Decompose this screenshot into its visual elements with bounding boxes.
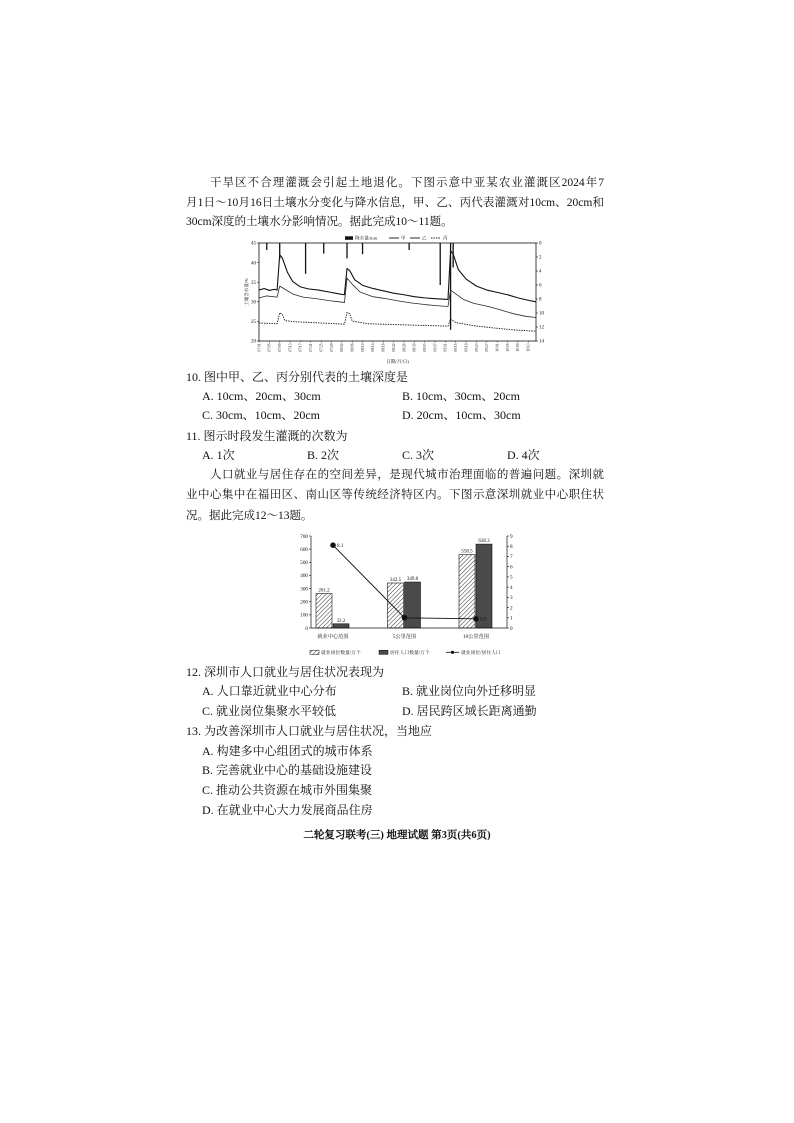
bar-value-label: 32.2	[336, 618, 346, 624]
question-12-option-b: B. 就业岗位向外迁移明显	[402, 684, 537, 698]
ratio-point	[402, 615, 408, 621]
question-11-option-c: C. 3次	[402, 448, 435, 462]
y-left-tick-label: 45	[251, 241, 256, 247]
y-left-tick-label: 700	[300, 533, 308, 540]
question-13-stem: 13. 为改善深圳市人口就业与居住状况，当地应	[186, 724, 433, 738]
legend-label-乙: 乙	[422, 235, 427, 241]
category-label: 就业中心范围	[317, 634, 349, 640]
x-tick-label: 08/18	[381, 343, 386, 352]
y-right-tick-label: 8	[510, 544, 513, 551]
y-right-tick-label: 4	[510, 584, 513, 591]
x-tick-label: 09/15	[454, 343, 459, 352]
passage-2-line-3: 况。据此完成12～13题。	[186, 510, 313, 522]
y-right-tick-label: 2	[510, 605, 513, 612]
bar-jobs	[388, 583, 404, 628]
category-label: 10公里范围	[463, 634, 489, 640]
question-13-option-a: A. 构建多中心组团式的城市体系	[202, 744, 373, 758]
y-right-tick-label: 0	[510, 625, 513, 632]
x-tick-label: 10/05	[505, 343, 510, 352]
x-tick-label: 08/30	[412, 343, 417, 352]
y-right-tick-label: 4	[539, 269, 542, 275]
bar-value-label: 558.5	[461, 549, 473, 555]
question-11-option-d: D. 4次	[507, 448, 540, 462]
question-10-option-d: D. 20cm、10cm、30cm	[402, 408, 521, 422]
y-right-tick-label: 9	[510, 533, 513, 540]
y-left-tick-label: 600	[300, 546, 308, 553]
passage-1-line-2: 月1日～10月16日土壤水分变化与降水信息，甲、乙、丙代表灌溉对10cm、20cm和	[186, 197, 604, 209]
question-10-option-b: B. 10cm、30cm、20cm	[402, 389, 520, 403]
legend-label-丙: 丙	[443, 235, 448, 241]
x-tick-label: 07/09	[278, 343, 283, 352]
page-footer: 二轮复习联考(三) 地理试题 第3页(共6页)	[303, 830, 491, 841]
y-right-tick-label: 14	[539, 339, 544, 345]
y-left-tick-label: 0	[305, 625, 308, 632]
question-12-option-d: D. 居民跨区域长距离通勤	[402, 704, 537, 718]
legend-residents-swatch	[379, 650, 388, 654]
x-tick-label: 07/25	[319, 343, 324, 352]
y-left-tick-label: 200	[300, 599, 308, 606]
bar-value-label: 342.5	[389, 577, 402, 583]
legend-precipitation-swatch	[345, 236, 353, 240]
question-12-stem: 12. 深圳市人口就业与居住状况表现为	[186, 665, 385, 679]
legend-precipitation-label: 降水量/mm	[355, 235, 378, 241]
y-right-tick-label: 5	[510, 574, 513, 581]
x-tick-label: 08/14	[371, 343, 376, 352]
bar-value-label: 638.3	[478, 539, 490, 545]
y-right-tick-label: 3	[510, 595, 513, 602]
y-left-tick-label: 30	[251, 300, 256, 306]
x-tick-label: 08/10	[360, 343, 365, 352]
bar-value-label: 261.2	[318, 588, 330, 594]
bar-value-label: 349.8	[406, 577, 419, 583]
y-right-tick-label: 10	[539, 311, 544, 317]
x-tick-label: 07/13	[288, 343, 293, 352]
legend-jobs-swatch	[310, 650, 319, 654]
y-right-tick-label: 2	[539, 255, 542, 261]
x-tick-label: 08/22	[391, 343, 396, 352]
y-left-tick-label: 40	[251, 261, 256, 267]
y-left-tick-label: 25	[251, 320, 256, 326]
x-tick-label: 07/21	[309, 343, 314, 352]
legend-label-甲: 甲	[401, 235, 406, 241]
y-left-tick-label: 500	[300, 560, 308, 567]
x-tick-label: 10/09	[516, 343, 521, 352]
y-left-tick-label: 100	[300, 612, 308, 619]
category-label: 5公里范围	[392, 634, 417, 640]
y-right-tick-label: 8	[539, 297, 542, 303]
y-left-tick-label: 35	[251, 280, 256, 286]
question-13-option-d: D. 在就业中心大力发展商品住房	[202, 803, 373, 817]
question-11-stem: 11. 图示时段发生灌溉的次数为	[186, 429, 348, 443]
y-right-tick-label: 7	[510, 554, 513, 561]
bar-residents	[476, 544, 492, 628]
question-10-option-a: A. 10cm、20cm、30cm	[202, 389, 321, 403]
ratio-point	[330, 542, 336, 548]
question-12-option-a: A. 人口靠近就业中心分布	[202, 684, 337, 698]
x-tick-label: 07/29	[329, 343, 334, 352]
y-right-tick-label: 12	[539, 325, 544, 331]
question-13-option-b: B. 完善就业中心的基础设施建设	[202, 763, 373, 777]
bar-jobs	[459, 555, 475, 628]
bar-residents	[333, 624, 349, 628]
passage-2-line-1: 人口就业与居住存在的空间差异，是现代城市治理面临的普遍问题。深圳就	[210, 469, 604, 481]
question-10-stem: 10. 图中甲、乙、丙分别代表的土壤深度是	[186, 370, 409, 384]
passage-1-line-3: 30cm深度的土壤水分影响情况。据此完成10～11题。	[186, 216, 453, 228]
x-tick-label: 09/03	[422, 343, 427, 352]
y-right-tick-label: 0	[539, 241, 542, 247]
y-axis-label: 土壤含水量/%	[244, 277, 249, 307]
x-tick-label: 10/13	[526, 343, 531, 352]
legend-ratio-label: 就业岗位/居住人口	[461, 651, 501, 656]
passage-2-line-2: 业中心集中在福田区、南山区等传统经济特区内。下图示意深圳就业中心职住状	[186, 489, 604, 501]
y-left-tick-label: 300	[300, 586, 308, 593]
x-tick-label: 07/05	[267, 343, 272, 352]
legend-ratio-swatch-dot	[451, 651, 454, 654]
x-tick-label: 10/01	[495, 343, 500, 352]
x-tick-label: 09/23	[474, 343, 479, 352]
series-line-丙	[259, 312, 536, 331]
series-line-乙	[259, 278, 536, 317]
y-right-tick-label: 6	[539, 283, 542, 289]
question-11-option-a: A. 1次	[202, 448, 235, 462]
legend-residents-label: 居住人口数量/万个	[390, 651, 430, 656]
passage-1-line-1: 干旱区不合理灌溉会引起土地退化。下图示意中亚某农业灌溉区2024年7	[210, 177, 604, 189]
x-tick-label: 07/17	[298, 343, 303, 352]
question-12-option-c: C. 就业岗位集聚水平较低	[202, 704, 337, 718]
y-left-tick-label: 400	[300, 573, 308, 580]
y-right-tick-label: 1	[510, 615, 513, 622]
ratio-point-label: 8.1	[337, 543, 344, 549]
question-13-option-c: C. 推动公共资源在城市外围集聚	[202, 783, 373, 797]
jobs-housing-chart	[288, 526, 528, 662]
question-10-option-c: C. 30cm、10cm、20cm	[202, 408, 320, 422]
x-tick-label: 09/27	[485, 343, 490, 352]
x-tick-label: 09/11	[443, 343, 448, 352]
y-left-tick-label: 20	[251, 339, 256, 345]
x-tick-label: 08/26	[402, 343, 407, 352]
ratio-point	[473, 616, 479, 622]
x-axis-label: 日期(月/日)	[386, 359, 409, 364]
x-tick-label: 08/02	[340, 343, 345, 352]
x-tick-label: 09/19	[464, 343, 469, 352]
x-tick-label: 08/06	[350, 343, 355, 352]
ratio-point-label: 0.9	[480, 616, 487, 623]
y-right-tick-label: 6	[510, 564, 513, 571]
x-tick-label: 09/07	[433, 343, 438, 352]
x-tick-label: 07/01	[257, 343, 262, 352]
bar-jobs	[316, 594, 332, 628]
soil-moisture-precipitation-chart	[243, 233, 547, 367]
bar-residents	[405, 582, 421, 628]
question-11-option-b: B. 2次	[307, 448, 340, 462]
legend-jobs-label: 就业岗位数量/万个	[321, 651, 361, 656]
series-line-甲	[259, 251, 536, 302]
